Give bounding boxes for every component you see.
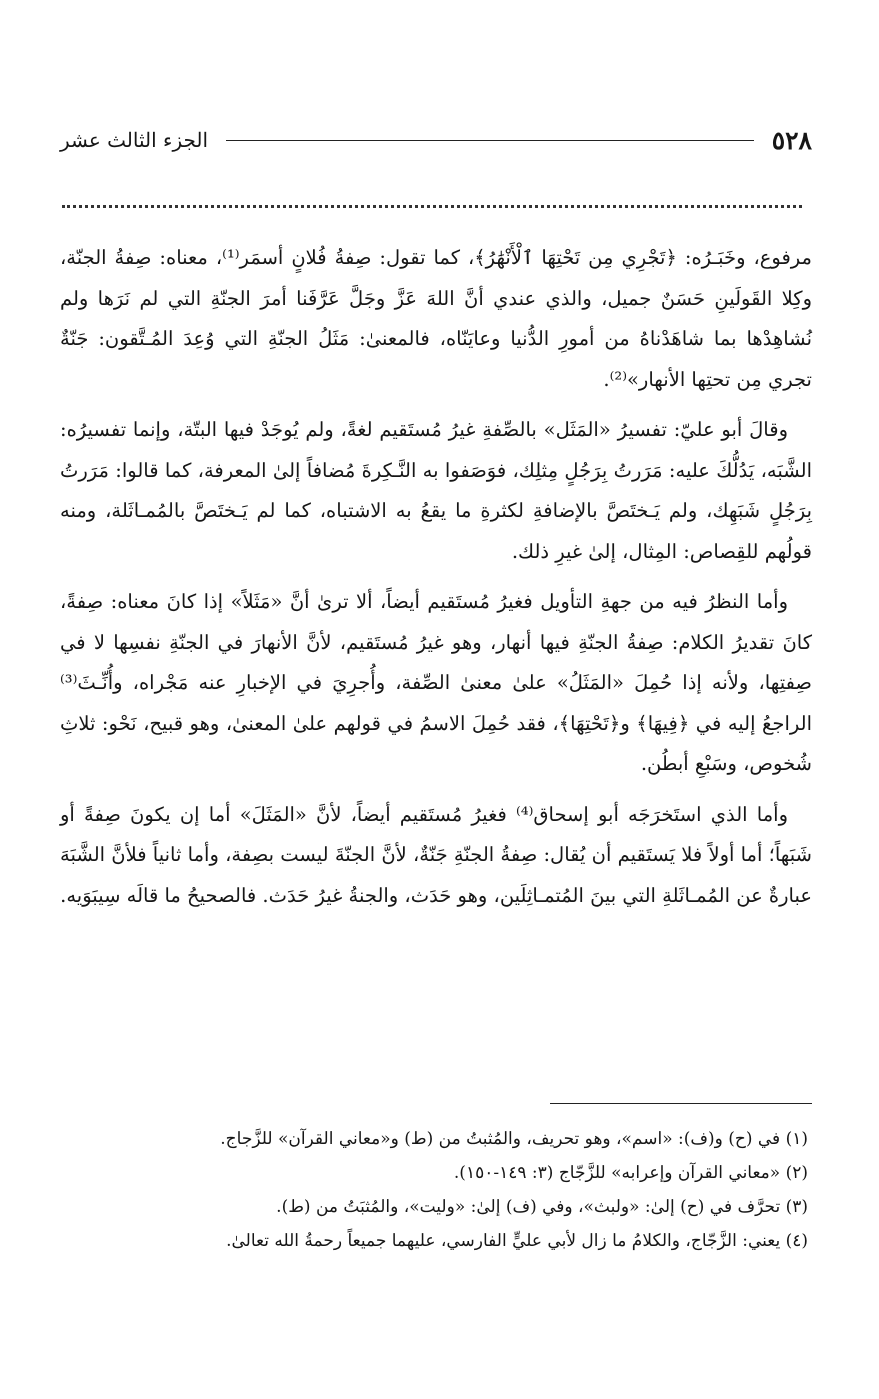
running-header: [60, 120, 812, 160]
dotted-separator: [62, 205, 802, 208]
footnote: (١) في (ح) و(ف): «اسم»، وهو تحريف، والمُثبتُ من (ط) و«معاني القرآن» للزَّجاج.: [220, 1129, 808, 1149]
paragraph: وأما النظرُ فيه من جهةِ التأويل فغيرُ مُستَقيم أيضاً، ألا ترىٰ أنَّ «مَثَلاً» إذا كانَ معناه: صِفةً، كانَ تقديرُ الكلام: صِفةُ الجنّةِ فيها أنهار، وهو غيرُ مُستَقيم، لأنَّ الأنهارَ في الجنّةِ نفسِها لا في صِفتِها، ولأنه إذا حُمِلَ «المَثَلُ» علىٰ معنىٰ الصِّفة، وأُجرِيَ في الإخبارِ عنه مَجْراه، وأُنِّـثَ⁽³⁾ الراجعُ إليه في ﴿فِيهَا﴾ و﴿تَحْتِهَا﴾، فقد حُمِلَ الاسمُ في قولهم علىٰ المعنىٰ، وهو قبيح، نَحْو: ثلاثِ شُخوص، وسَبْعِ أبطُن.: [60, 590, 812, 775]
footnote-separator: [550, 1103, 812, 1104]
page-number: ٥٢٨: [771, 125, 812, 155]
footnote: (٤) يعني: الزَّجّاج، والكلامُ ما زال لأبي عليٍّ الفارسي، عليهما جميعاً رحمةُ الله تعالىٰ.: [226, 1231, 808, 1251]
main-text: [60, 238, 812, 926]
running-title: الجزء الثالث عشر: [60, 128, 209, 152]
paragraph: وأما الذي استَخرَجَه أبو إسحاق⁽⁴⁾ فغيرُ مُستَقيم أيضاً، لأنَّ «المَثَلَ» أما إن يكونَ صِفةً أو شَبَهاً؛ أما أولاً فلا يَستَقيم أن يُقال: صِفةُ الجنّةِ جَنّةٌ، لأنَّ الجنّةَ ليست بصِفة، وأما ثانياً فلأنَّ الشَّبَهَ عبارةٌ عن المُمـاثَلةِ التي بينَ المُتمـاثِلَين، وهو حَدَث، والجنةُ غيرُ حَدَث. فالصحيحُ ما قالَه سِيبَوَيه.: [60, 802, 812, 907]
header-rule: [226, 140, 754, 141]
paragraph: مرفوع، وخَبَـرُه: ﴿تَجْرِي مِن تَحْتِهَا ٱلْأَنْهَٰرُ﴾، كما تقول: صِفةُ فُلانٍ أسمَر⁽¹⁾، معناه: صِفةُ الجنّة، وكِلا القَولَينِ حَسَنٌ جميل، والذي عندي أنَّ اللهَ عَزَّ وجَلَّ عَرَّفَنا أمرَ الجنّةِ التي لم نَرَها ولم نُشاهِدْها بما شاهَدْناهُ من أمورِ الدُّنيا وعايَنّاه، فالمعنىٰ: مَثَلُ الجنّةِ التي وُعِدَ المُـتَّقون: جَنّةٌ تجري مِن تحتِها الأنهار»⁽²⁾.: [60, 246, 813, 391]
footnotes: [60, 1122, 812, 1258]
footnote: (٣) تحرَّف في (ح) إلىٰ: «ولبث»، وفي (ف) إلىٰ: «وليت»، والمُثبَتُ من (ط).: [276, 1197, 808, 1217]
footnote: (٢) «معاني القرآن وإعرابه» للزَّجّاج (٣: ١٤٩-١٥٠).: [453, 1163, 808, 1183]
paragraph: وقالَ أبو عليّ: تفسيرُ «المَثَل» بالصِّفةِ غيرُ مُستَقيم لغةً، ولم يُوجَدْ فيها البتّة، وإنما تفسيرُه: الشَّبَه، يَدُلُّكَ عليه: مَرَرتُ بِرَجُلٍ مِثلِك، فوَصَفوا به النَّـكِرةَ مُضافاً إلىٰ المعرفة، كما قالوا: مَرَرتُ بِرَجُلٍ شَبَهِك، ولم يَـختَصَّ بالإضافةِ لكثرةِ ما يقعُ به الاشتباه، كما لم يَـختَصَّ بالمُمـاثَلة، ومنه قولُهم للقِصاص: المِثال، إلىٰ غيرِ ذلك.: [60, 418, 812, 563]
